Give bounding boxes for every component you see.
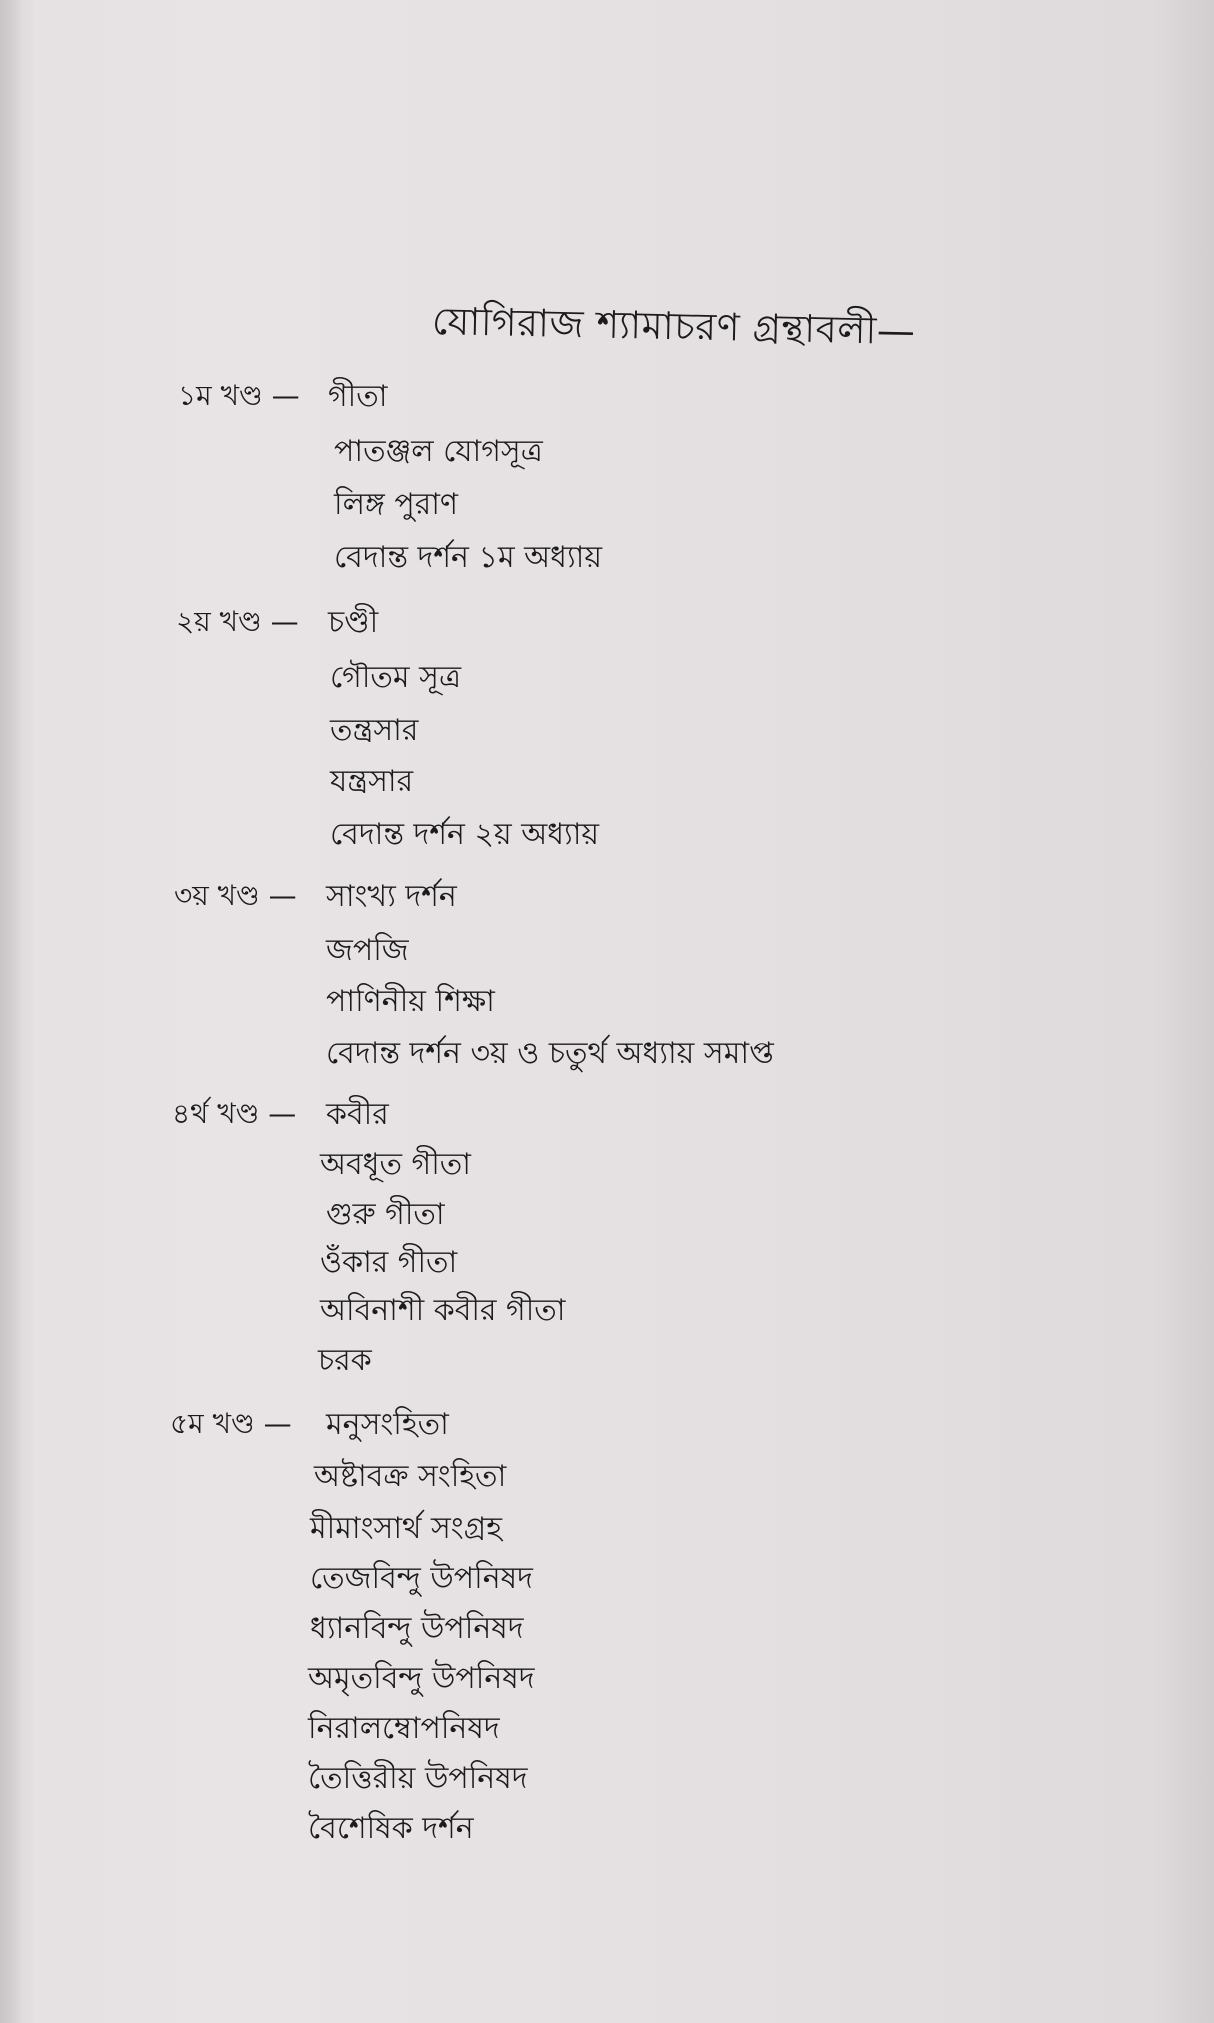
volume-entry: বৈশেষিক দর্শন <box>308 1811 474 1846</box>
volume-entry: নিরালম্বোপনিষদ <box>308 1711 500 1746</box>
volume-entry: চণ্ডী <box>328 605 379 640</box>
volume-entry: চরক <box>318 1343 372 1378</box>
volume-label: ২য় খণ্ড — <box>176 605 299 638</box>
volume-entry: তৈত্তিরীয় উপনিষদ <box>308 1761 528 1796</box>
page-edge-shadow <box>0 0 22 2023</box>
volume-label: ১ম খণ্ড — <box>178 379 300 412</box>
page-title: যোগিরাজ শ্যামাচরণ গ্রন্থাবলী— <box>431 299 916 354</box>
volume-entry: বেদান্ত দর্শন ২য় অধ্যায় <box>330 817 600 852</box>
volume-entry: অবধূত গীতা <box>320 1147 471 1182</box>
volume-entry: গীতা <box>328 379 388 414</box>
volume-entry: গৌতম সূত্র <box>330 660 461 695</box>
volume-entry: সাংখ্য দর্শন <box>326 879 457 914</box>
volume-entry: পাণিনীয় শিক্ষা <box>326 984 495 1019</box>
volume-label: ৪র্থ খণ্ড — <box>172 1097 297 1130</box>
volume-entry: পাতঞ্জল যোগসূত্র <box>334 434 543 469</box>
page-edge-shading <box>1154 0 1214 2023</box>
volume-entry: ওঁকার গীতা <box>320 1245 458 1280</box>
volume-entry: জপজি <box>326 933 409 968</box>
volume-entry: তেজবিন্দু উপনিষদ <box>310 1561 533 1596</box>
volume-entry: মীমাংসার্থ সংগ্রহ <box>310 1511 502 1546</box>
volume-entry: অবিনাশী কবীর গীতা <box>320 1293 566 1328</box>
volume-entry: ধ্যানবিন্দু উপনিষদ <box>310 1611 524 1646</box>
volume-entry: মনুসংহিতা <box>326 1407 449 1442</box>
volume-entry: তন্ত্রসার <box>330 713 419 748</box>
volume-label: ৫ম খণ্ড — <box>170 1407 292 1440</box>
volume-entry: বেদান্ত দর্শন ১ম অধ্যায় <box>334 540 603 575</box>
volume-entry: কবীর <box>326 1097 389 1132</box>
volume-entry: অমৃতবিন্দু উপনিষদ <box>308 1661 535 1696</box>
volume-entry: লিঙ্গ পুরাণ <box>334 487 459 522</box>
volume-entry: যন্ত্রসার <box>330 764 414 799</box>
volume-entry: গুরু গীতা <box>326 1197 445 1232</box>
volume-label: ৩য় খণ্ড — <box>174 879 297 912</box>
volume-entry: অষ্টাবক্র সংহিতা <box>314 1459 507 1494</box>
volume-entry: বেদান্ত দর্শন ৩য় ও চতুর্থ অধ্যায় সমাপ্ত <box>326 1036 774 1071</box>
